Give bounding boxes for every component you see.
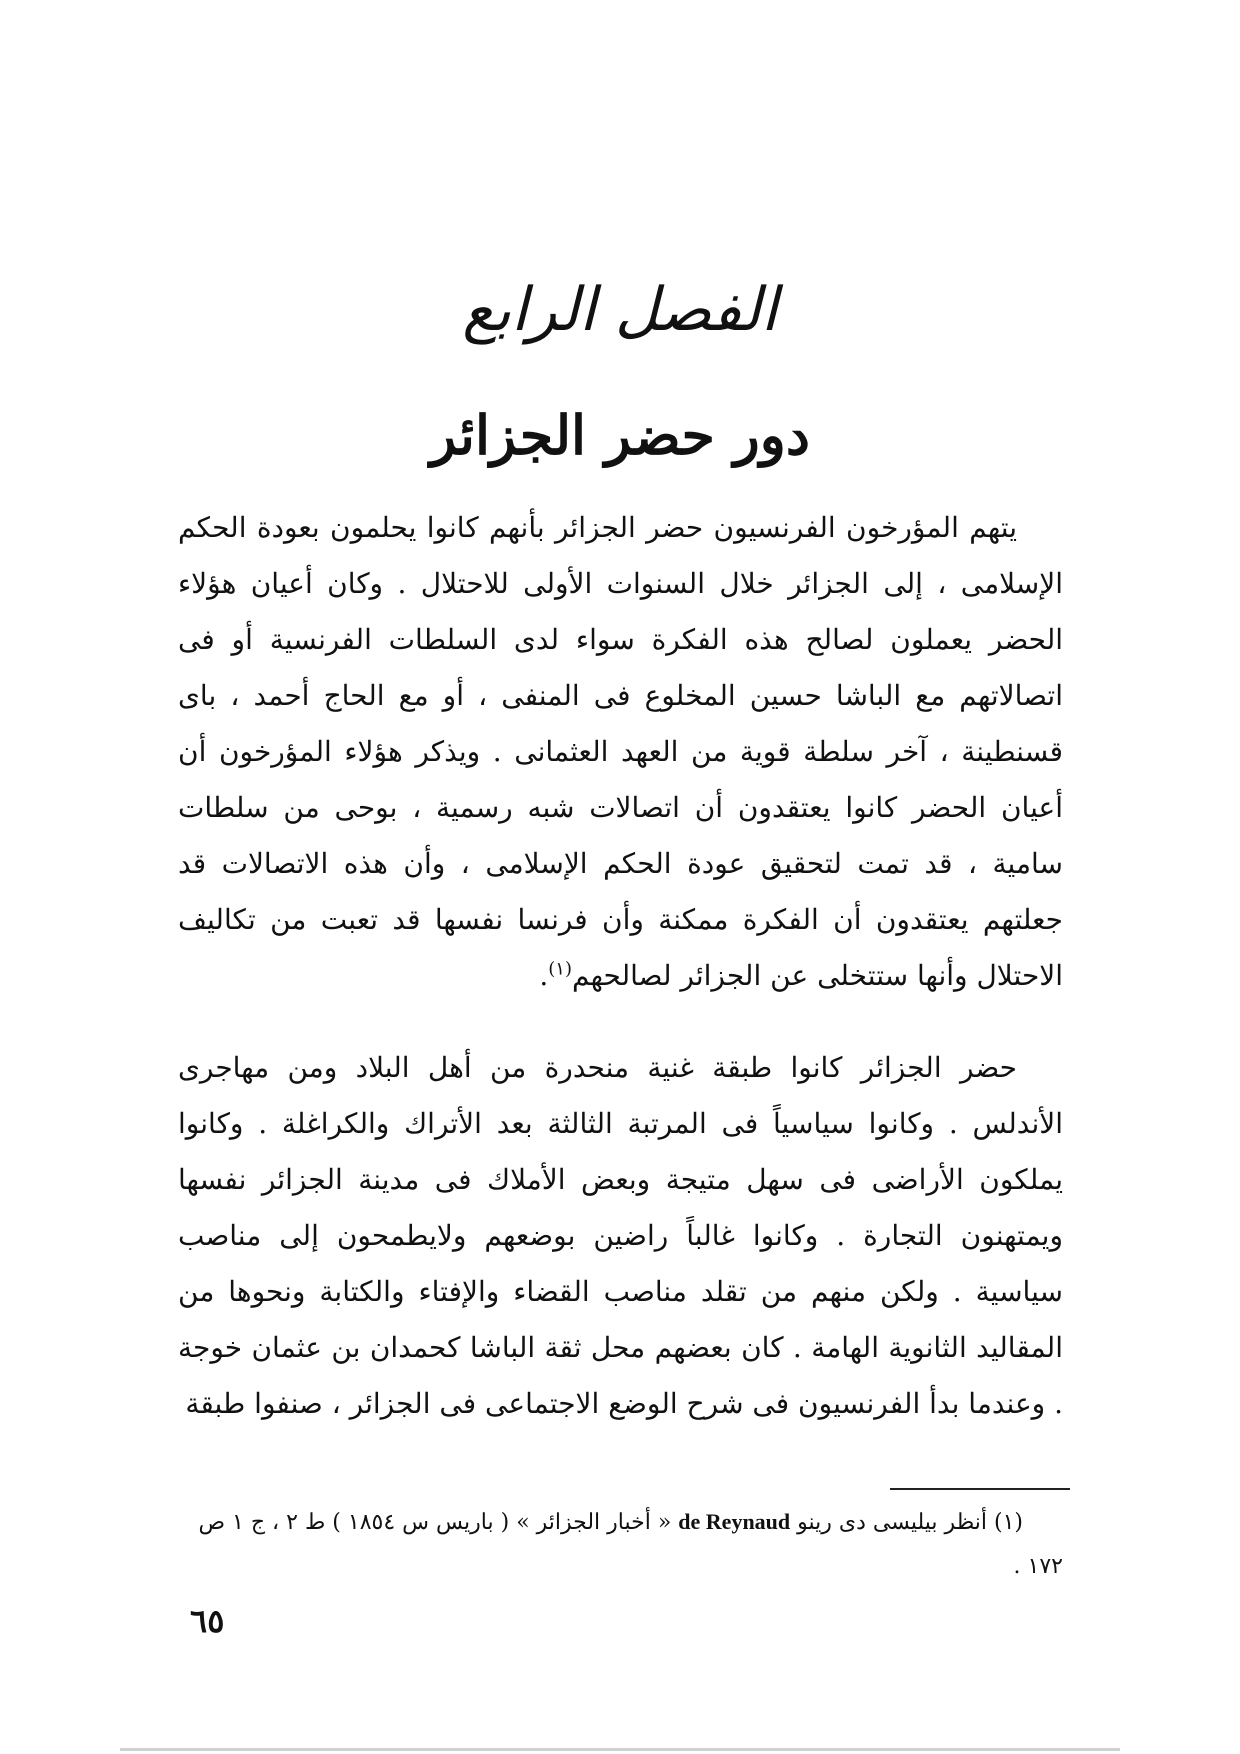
footnote-text-after: « أخبار الجزائر » ( باريس س ١٨٥٤ ) ط ٢ ، ج ١ ص ١٧٢ . (198, 1510, 1063, 1579)
body-paragraph-2: حضر الجزائر كانوا طبقة غنية منحدرة من أهل البلاد ومن مهاجرى الأندلس . وكانوا سياسياً فى المرتبة الثالثة بعد الأتراك والكراغلة . وكانوا يملكون الأراضى فى سهل متيجة وبعض الأملاك فى مدينة الجزائر نفسها ويمتهنون التجارة . وكانوا غالباً راضين بوضعهم ولايطمحون إلى مناصب سياسية . ولكن منهم من تقلد مناصب القضاء والإفتاء والكتابة ونحوها من المقاليد الثانوية الهامة . كان بعضهم محل ثقة الباشا كحمدان بن عثمان خوجة . وعندما بدأ الفرنسيون فى شرح الوضع الاجتماعى فى الجزائر ، صنفوا طبقة (178, 1051, 1063, 1420)
section-title: دور حضر الجزائر (430, 403, 810, 467)
footnote-number: (١) (993, 1510, 1023, 1535)
page-number: ٦٥ (190, 1602, 225, 1640)
footnote (178, 1500, 1063, 1589)
footnote-text-before: أنظر بيليسى دى رينو (797, 1510, 987, 1535)
paragraph-1-text: يتهم المؤرخون الفرنسيون حضر الجزائر بأنهم كانوا يحلمون بعودة الحكم الإسلامى ، إلى الجزائر خلال السنوات الأولى للاحتلال . وكان أعيان هؤلاء الحضر يعملون لصالح هذه الفكرة سواء لدى السلطات الفرنسية أو فى اتصالاتهم مع الباشا حسين المخلوع فى المنفى ، أو مع الحاج أحمد ، باى قسنطينة ، آخر سلطة قوية من العهد العثمانى . ويذكر هؤلاء المؤرخون أن أعيان الحضر كانوا يعتقدون أن اتصالات شبه رسمية ، بوحى من سلطات سامية ، قد تمت لتحقيق عودة الحكم الإسلامى ، وأن هذه الاتصالات قد جعلتهم يعتقدون أن الفكرة ممكنة وأن فرنسا نفسها قد تعبت من تكاليف الاحتلال وأنها ستتخلى عن الجزائر لصالحهم (178, 511, 1064, 992)
footnote-reference: (١) (548, 958, 572, 980)
body-paragraph-1 (178, 500, 1063, 1004)
footnote-divider (890, 1488, 1070, 1490)
paragraph-1-end: . (539, 959, 549, 992)
chapter-title: الفصل الرابع (462, 275, 778, 345)
footnote-latin-name: de Reynaud (678, 1509, 791, 1534)
scan-bottom-edge (120, 1748, 1120, 1751)
